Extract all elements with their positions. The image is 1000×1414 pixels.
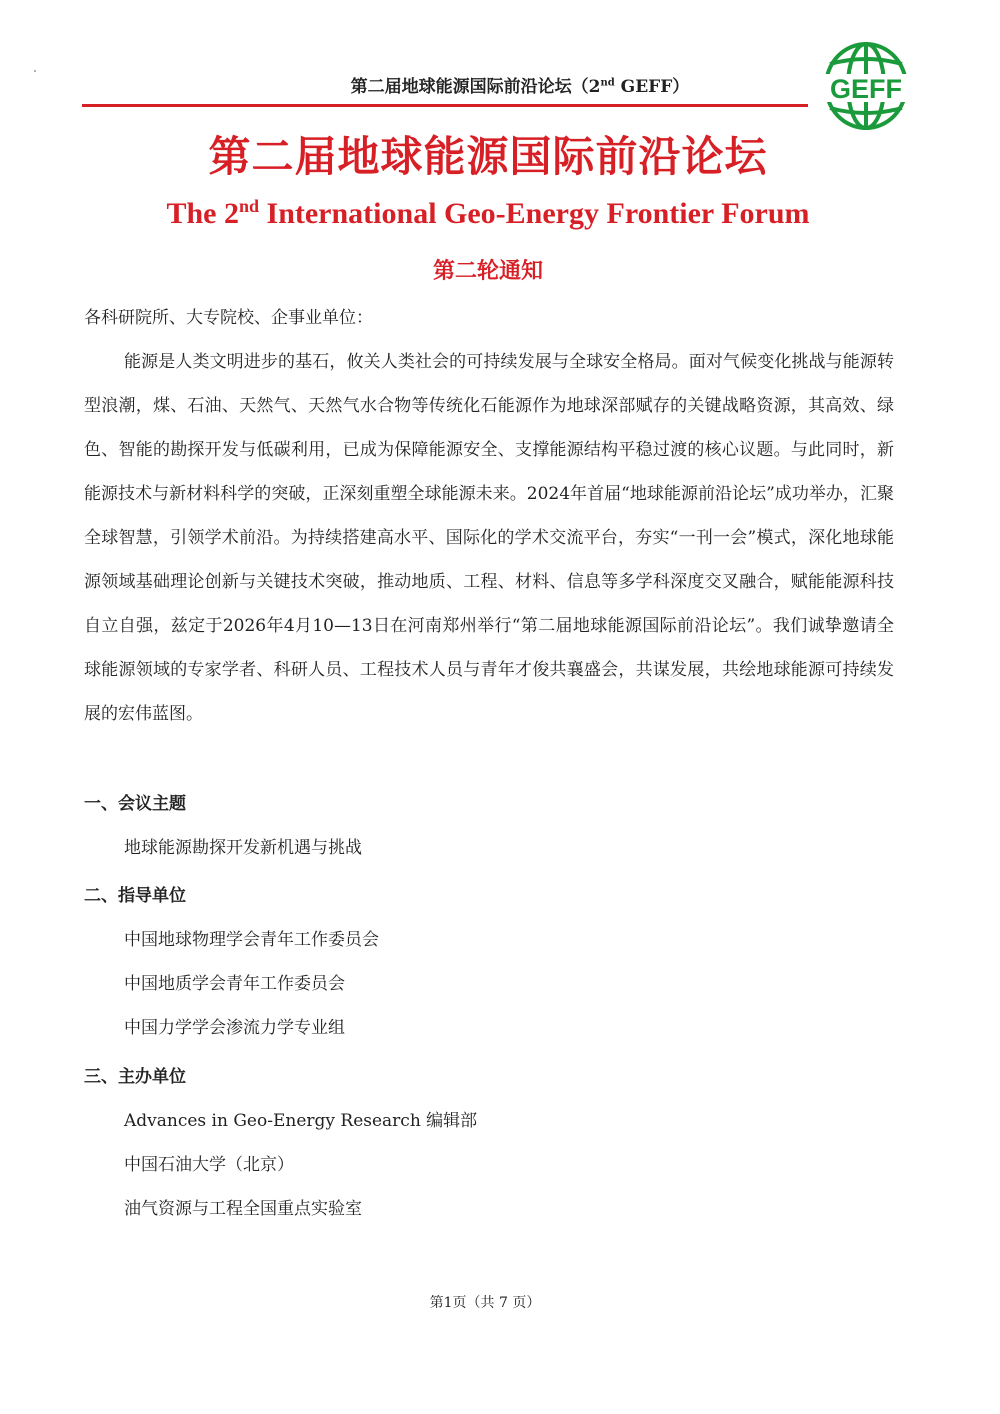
section-theme (84, 782, 894, 870)
section-item: 中国地球物理学会青年工作委员会 (124, 930, 379, 950)
section-item: 中国力学学会渗流力学专业组 (124, 1018, 345, 1038)
geff-globe-logo-icon (818, 36, 914, 136)
header-rule (82, 104, 808, 107)
section-item: 油气资源与工程全国重点实验室 (124, 1199, 362, 1219)
intro-paragraph: 能源是人类文明进步的基石，攸关人类社会的可持续发展与全球安全格局。面对气候变化挑战与能源转型浪潮，煤、石油、天然气、天然气水合物等传统化石能源作为地球深部赋存的关键战略资源，其高效、绿色、智能的勘探开发与低碳利用，已成为保障能源安全、支撑能源结构平稳过渡的核心议题。与此同时，新能源技术与新材料科学的突破，正深刻重塑全球能源未来。2024年首届“地球能源前沿论坛”成功举办，汇聚全球智慧，引领学术前沿。为持续搭建高水平、国际化的学术交流平台，夯实“一刊一会”模式，深化地球能源领域基础理论创新与关键技术突破，推动地质、工程、材料、信息等多学科深度交叉融合，赋能能源科技自立自强，兹定于2026年4月10—13日在河南郑州举行“第二届地球能源国际前沿论坛”。我们诚挚邀请全球能源领域的专家学者、科研人员、工程技术人员与青年才俊共襄盛会，共谋发展，共绘地球能源可持续发展的宏伟蓝图。 (84, 352, 894, 724)
section-item: Advances in Geo-Energy Research 编辑部 (124, 1111, 478, 1131)
section-title: 三、主办单位 (84, 1067, 186, 1087)
notice-subtitle: 第二轮通知 (432, 259, 543, 284)
section-host-units (84, 1055, 894, 1231)
section-item: 中国石油大学（北京） (124, 1155, 294, 1175)
salutation: 各科研院所、大专院校、企事业单位： (84, 308, 373, 328)
section-guiding-units (84, 874, 894, 1050)
logo-text: GEFF (830, 74, 902, 104)
section-item: 地球能源勘探开发新机遇与挑战 (124, 838, 362, 858)
title-english-sup: nd (238, 196, 260, 216)
title-english (0, 196, 976, 231)
body-content (84, 296, 894, 736)
running-header-sup: nd (600, 77, 615, 89)
page-number: 第1页（共 7 页） (429, 1295, 541, 1311)
title-english-prefix: The 2 (166, 197, 239, 230)
title-chinese: 第二届地球能源国际前沿论坛 (208, 132, 768, 181)
section-title: 二、指导单位 (84, 886, 186, 906)
running-header-title: 第二届地球能源国际前沿论坛（2 (350, 77, 601, 97)
title-english-suffix: International Geo-Energy Frontier Forum (259, 197, 810, 230)
running-header-suffix: GEFF） (614, 77, 690, 97)
section-item: 中国地质学会青年工作委员会 (124, 974, 345, 994)
section-title: 一、会议主题 (84, 794, 186, 814)
